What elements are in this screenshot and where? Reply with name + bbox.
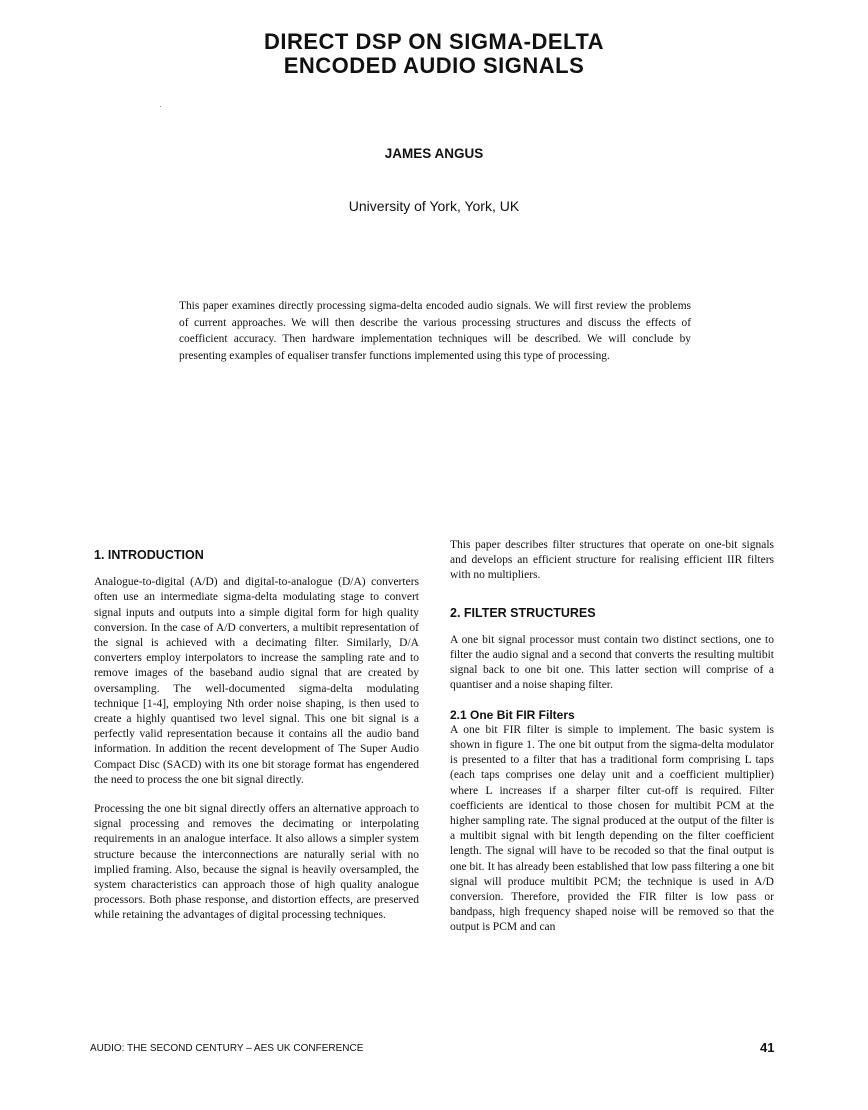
intro-paragraph-2: Processing the one bit signal directly offers an alternative approach to signal processing and removes the decimating or interpolating requirements in an analogue interface. It also allows a simpler system structure because the interconnections are naturally serial with no implied framing. Also, because the signal is heavily oversampled, the system characteristics can approach those of high quality analogue processors. Both phase response, and distortion effects, are preserved while retaining the advantages of digital processing techniques. [94,803,419,922]
author-affiliation: University of York, York, UK [348,198,520,214]
intro-paragraph-3: This paper describes filter structures that operate on one-bit signals and develops an efficient structure for realising efficient IIR filters with no multipliers. [450,539,774,582]
scan-speck [160,106,161,107]
right-column [450,538,774,936]
left-column [94,548,419,924]
title-line-2: ENCODED AUDIO SIGNALS [283,53,585,78]
title-line-1: DIRECT DSP ON SIGMA-DELTA [263,29,605,54]
section-heading-filter-structures: 2. FILTER STRUCTURES [450,605,596,620]
abstract: This paper examines directly processing sigma-delta encoded audio signals. We will first review the problems of current approaches. We will then describe the various processing structures and discuss the effects of coefficient accuracy. Then hardware implementation techniques will be described. We will conclude by presenting examples of equaliser transfer functions implemented using this type of processing. [179,300,691,362]
author-name: JAMES ANGUS [384,146,484,161]
page-number: 41 [760,1040,775,1055]
subsection-heading-fir: 2.1 One Bit FIR Filters [450,707,575,722]
fir-paragraph-1: A one bit FIR filter is simple to implement. The basic system is shown in figure 1. The one bit output from the sigma-delta modulator is presented to a filter that has a traditional form comprising L taps (each taps comprises one delay unit and a coefficient multiplier) where L increases if a sharper filter cut-off is required. Filter coefficients are identical to those chosen for multibit PCM at the higher sampling rate. The signal produced at the output of the filter is a multibit signal with bit length depending on the filter coefficient length. The signal will have to be recoded so that the final output is one bit. It has already been established that low pass filtering a one bit signal will produce multibit PCM; the technique is used in A/D conversion. Therefore, provided the FIR filter is low pass or bandpass, high frequency shaped noise will be removed so that the output is PCM and can [450,723,774,934]
section-heading-introduction: 1. INTRODUCTION [94,548,204,562]
paper-title [0,30,868,78]
footer-conference: AUDIO: THE SECOND CENTURY – AES UK CONFERENCE [90,1043,364,1054]
filter-paragraph-1: A one bit signal processor must contain two distinct sections, one to filter the audio signal and a second that converts the resulting multibit signal back to one bit one. This latter section will comprise of a quantiser and a noise shaping filter. [450,633,774,692]
intro-paragraph-1: Analogue-to-digital (A/D) and digital-to-analogue (D/A) converters often use an intermediate sigma-delta modulating stage to convert signal inputs and outputs into a simple digital form for high quality conversion. In the case of A/D converters, a multibit representation of the signal is achieved with a decimating filter. Similarly, D/A converters employ interpolators to increase the sampling rate and to remove images of the baseband audio signal that are created by oversampling. The well-documented sigma-delta modulating technique [1-4], employing Nth order noise shaping, is then used to create a highly quantised two level signal. This one bit signal is a perfectly valid representation because it contains all the audio band information. In addition the recent development of The Super Audio Compact Disc (SACD) with its one bit storage format has engendered the need to process the one bit signal directly. [94,576,419,786]
